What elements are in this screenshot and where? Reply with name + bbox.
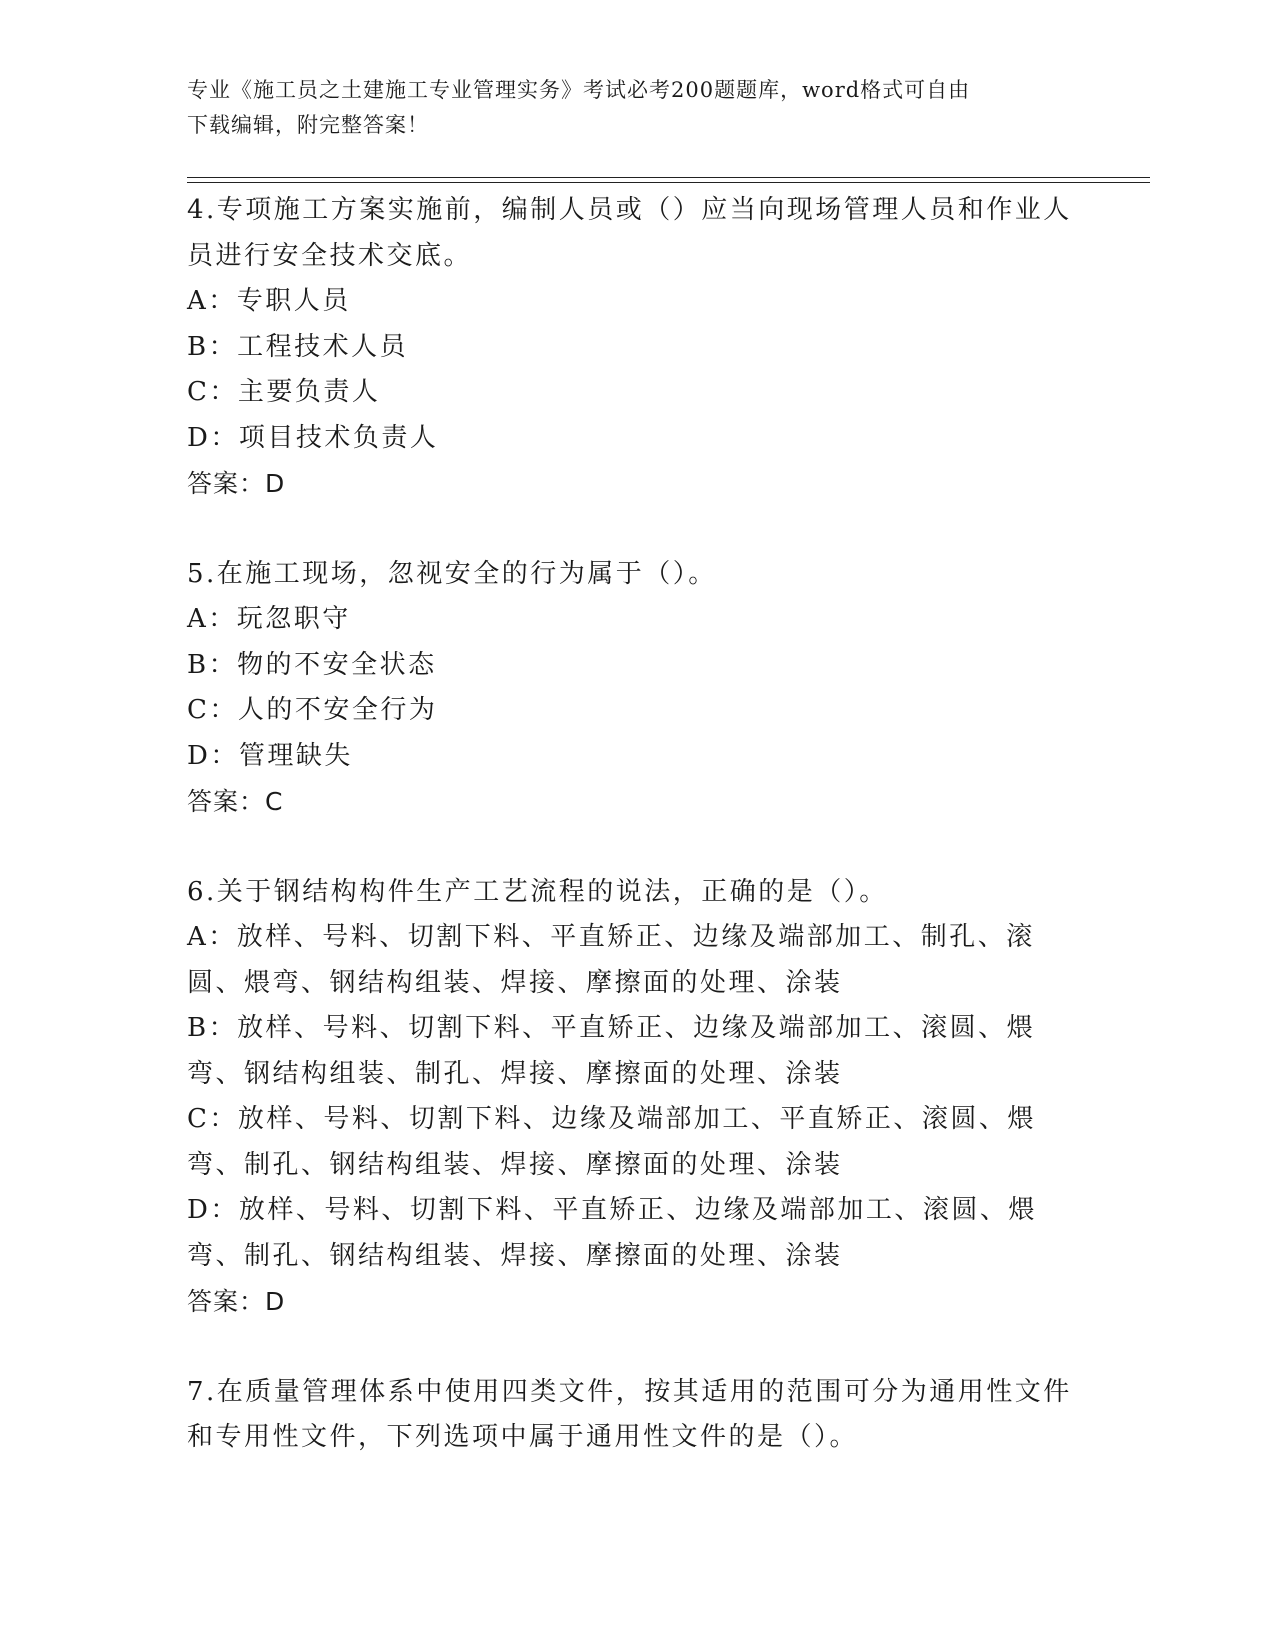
answer-label: 答案：D <box>187 1287 286 1316</box>
option-d: D：项目技术负责人 <box>187 422 439 453</box>
question-stem: 5.在施工现场，忽视安全的行为属于（）。 <box>187 558 717 589</box>
option-b: B：物的不安全状态 <box>187 649 437 680</box>
option-b: B：工程技术人员 <box>187 331 409 362</box>
question-stem: 7.在质量管理体系中使用四类文件，按其适用的范围可分为通用性文件和专用性文件，下列选项中属于通用性文件的是（）。 <box>187 1376 1072 1452</box>
question-list <box>187 188 1087 1506</box>
header-line-2: 下载编辑，附完整答案！ <box>187 113 429 137</box>
option-c: C：主要负责人 <box>187 377 381 407</box>
option-a: A：玩忽职守 <box>187 604 351 634</box>
option-d: D：管理缺失 <box>187 740 353 771</box>
answer-label: 答案：C <box>187 787 284 816</box>
option-a: A：专职人员 <box>187 286 351 316</box>
document-header <box>187 73 1067 143</box>
question-6 <box>187 870 1087 1325</box>
option-a: A：放样、号料、切割下料、平直矫正、边缘及端部加工、制孔、滚圆、煨弯、钢结构组装、焊接、摩擦面的处理、涂装 <box>187 922 1035 998</box>
question-5 <box>187 552 1087 825</box>
question-stem: 6.关于钢结构构件生产工艺流程的说法，正确的是（）。 <box>187 876 888 907</box>
question-4 <box>187 188 1087 507</box>
question-7 <box>187 1370 1087 1461</box>
option-b: B：放样、号料、切割下料、平直矫正、边缘及端部加工、滚圆、煨弯、钢结构组装、制孔、焊接、摩擦面的处理、涂装 <box>187 1013 1036 1089</box>
header-line-1: 专业《施工员之土建施工专业管理实务》考试必考200题题库，word格式可自由 <box>187 78 971 102</box>
option-c: C：放样、号料、切割下料、边缘及端部加工、平直矫正、滚圆、煨弯、制孔、钢结构组装、焊接、摩擦面的处理、涂装 <box>187 1104 1036 1180</box>
question-stem: 4.专项施工方案实施前，编制人员或（）应当向现场管理人员和作业人员进行安全技术交底。 <box>187 195 1072 271</box>
header-divider-bottom <box>187 182 1150 183</box>
header-divider-top <box>187 177 1150 178</box>
answer-label: 答案：D <box>187 469 286 498</box>
option-d: D：放样、号料、切割下料、平直矫正、边缘及端部加工、滚圆、煨弯、制孔、钢结构组装、焊接、摩擦面的处理、涂装 <box>187 1195 1037 1271</box>
option-c: C：人的不安全行为 <box>187 695 438 725</box>
